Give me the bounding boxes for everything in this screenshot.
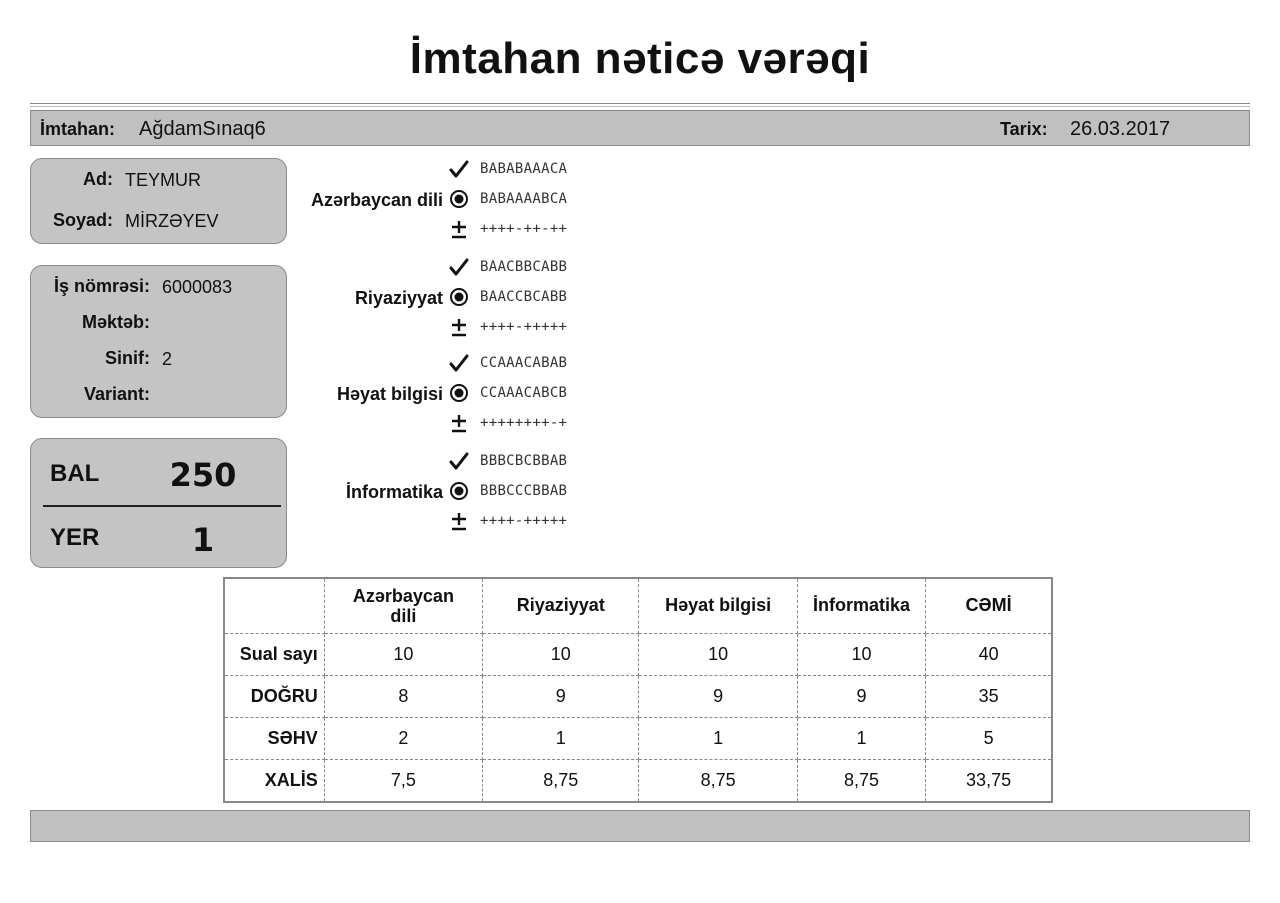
- table-cell: 9: [483, 675, 639, 717]
- yer-value: 1: [191, 521, 215, 559]
- row-label-sual-sayi: Sual sayı: [224, 633, 324, 675]
- footer-bar: [30, 810, 1250, 842]
- plus-minus-icon: [448, 510, 470, 532]
- results-table: [223, 577, 1053, 803]
- correct-answers: CCAAACABAB: [480, 355, 568, 371]
- student-answers: CCAAACABCB: [480, 385, 568, 401]
- table-row: [224, 759, 1052, 802]
- work-no-label: İş nömrəsi:: [53, 276, 150, 296]
- bal-label: BAL: [50, 460, 100, 487]
- header-informatika: İnformatika: [797, 578, 925, 633]
- check-icon: [448, 450, 470, 472]
- radio-target-icon: [448, 480, 470, 502]
- table-cell: 8,75: [639, 759, 797, 802]
- name-label: Ad:: [83, 169, 113, 189]
- exam-label: İmtahan:: [40, 119, 116, 139]
- header-heyat-bilgisi: Həyat bilgisi: [639, 578, 797, 633]
- plus-minus-icon: [448, 412, 470, 434]
- table-row: [224, 633, 1052, 675]
- exam-value: AğdamSınaq6: [139, 118, 266, 140]
- row-label-sehv: SƏHV: [224, 717, 324, 759]
- header-azerbaycan: Azərbaycan dili: [324, 578, 482, 633]
- date-value: 26.03.2017: [1070, 118, 1171, 140]
- subject-name: İnformatika: [345, 482, 443, 502]
- result-answers: ++++++++-+: [480, 415, 568, 431]
- bal-value: 250: [169, 456, 237, 494]
- table-cell: 8: [324, 675, 482, 717]
- radio-target-icon: [448, 188, 470, 210]
- table-cell: 7,5: [324, 759, 482, 802]
- variant-label: Variant:: [83, 384, 150, 404]
- table-cell: 10: [639, 633, 797, 675]
- student-answers: BAACCBCABB: [480, 289, 568, 305]
- grade-label: Sinif:: [105, 348, 150, 368]
- surname-value: MİRZƏYEV: [125, 211, 219, 231]
- school-label: Məktəb:: [81, 312, 150, 332]
- result-answers: ++++-+++++: [480, 513, 568, 529]
- table-cell: 9: [797, 675, 925, 717]
- table-cell: 10: [797, 633, 925, 675]
- student-answers: BABAAAABCA: [480, 191, 568, 207]
- radio-target-icon: [448, 286, 470, 308]
- result-answers: ++++-+++++: [480, 319, 568, 335]
- header-riyaziyyat: Riyaziyyat: [483, 578, 639, 633]
- table-cell: 8,75: [483, 759, 639, 802]
- subject-name: Həyat bilgisi: [336, 384, 443, 404]
- check-icon: [448, 256, 470, 278]
- date-label: Tarix:: [1000, 119, 1048, 139]
- plus-minus-icon: [448, 218, 470, 240]
- radio-target-icon: [448, 382, 470, 404]
- work-no-value: 6000083: [162, 277, 233, 297]
- table-cell: 9: [639, 675, 797, 717]
- table-header-row: [224, 578, 1052, 633]
- correct-answers: BAACBBCABB: [480, 259, 568, 275]
- table-row: [224, 675, 1052, 717]
- student-answers: BBBCCCBBAB: [480, 483, 568, 499]
- score-divider: [43, 505, 281, 507]
- header-cemi: CƏMİ: [926, 578, 1052, 633]
- check-icon: [448, 352, 470, 374]
- grade-value: 2: [162, 349, 173, 369]
- table-cell: 40: [926, 633, 1052, 675]
- table-cell: 10: [324, 633, 482, 675]
- subject-name: Azərbaycan dili: [310, 190, 443, 210]
- subject-name: Riyaziyyat: [354, 288, 443, 308]
- correct-answers: BBBCBCBBAB: [480, 453, 568, 469]
- table-cell: 2: [324, 717, 482, 759]
- surname-label: Soyad:: [52, 210, 113, 230]
- table-cell: 1: [639, 717, 797, 759]
- yer-label: YER: [50, 524, 100, 551]
- name-value: TEYMUR: [125, 170, 201, 190]
- row-label-dogru: DOĞRU: [224, 675, 324, 717]
- title-divider: [30, 103, 1250, 104]
- result-answers: ++++-++-++: [480, 221, 568, 237]
- row-label-xalis: XALİS: [224, 759, 324, 802]
- plus-minus-icon: [448, 316, 470, 338]
- table-cell: 8,75: [797, 759, 925, 802]
- table-cell: 1: [797, 717, 925, 759]
- table-cell: 1: [483, 717, 639, 759]
- correct-answers: BABABAAACA: [480, 161, 568, 177]
- table-row: [224, 717, 1052, 759]
- table-cell: 35: [926, 675, 1052, 717]
- title-divider-thin: [30, 106, 1250, 107]
- page-title: İmtahan nəticə vərəqi: [409, 34, 871, 83]
- table-cell: 10: [483, 633, 639, 675]
- table-cell: 5: [926, 717, 1052, 759]
- header-empty-cell: [224, 578, 324, 633]
- check-icon: [448, 158, 470, 180]
- score-box: [30, 438, 287, 568]
- table-cell: 33,75: [926, 759, 1052, 802]
- exam-header-bar: [30, 110, 1250, 146]
